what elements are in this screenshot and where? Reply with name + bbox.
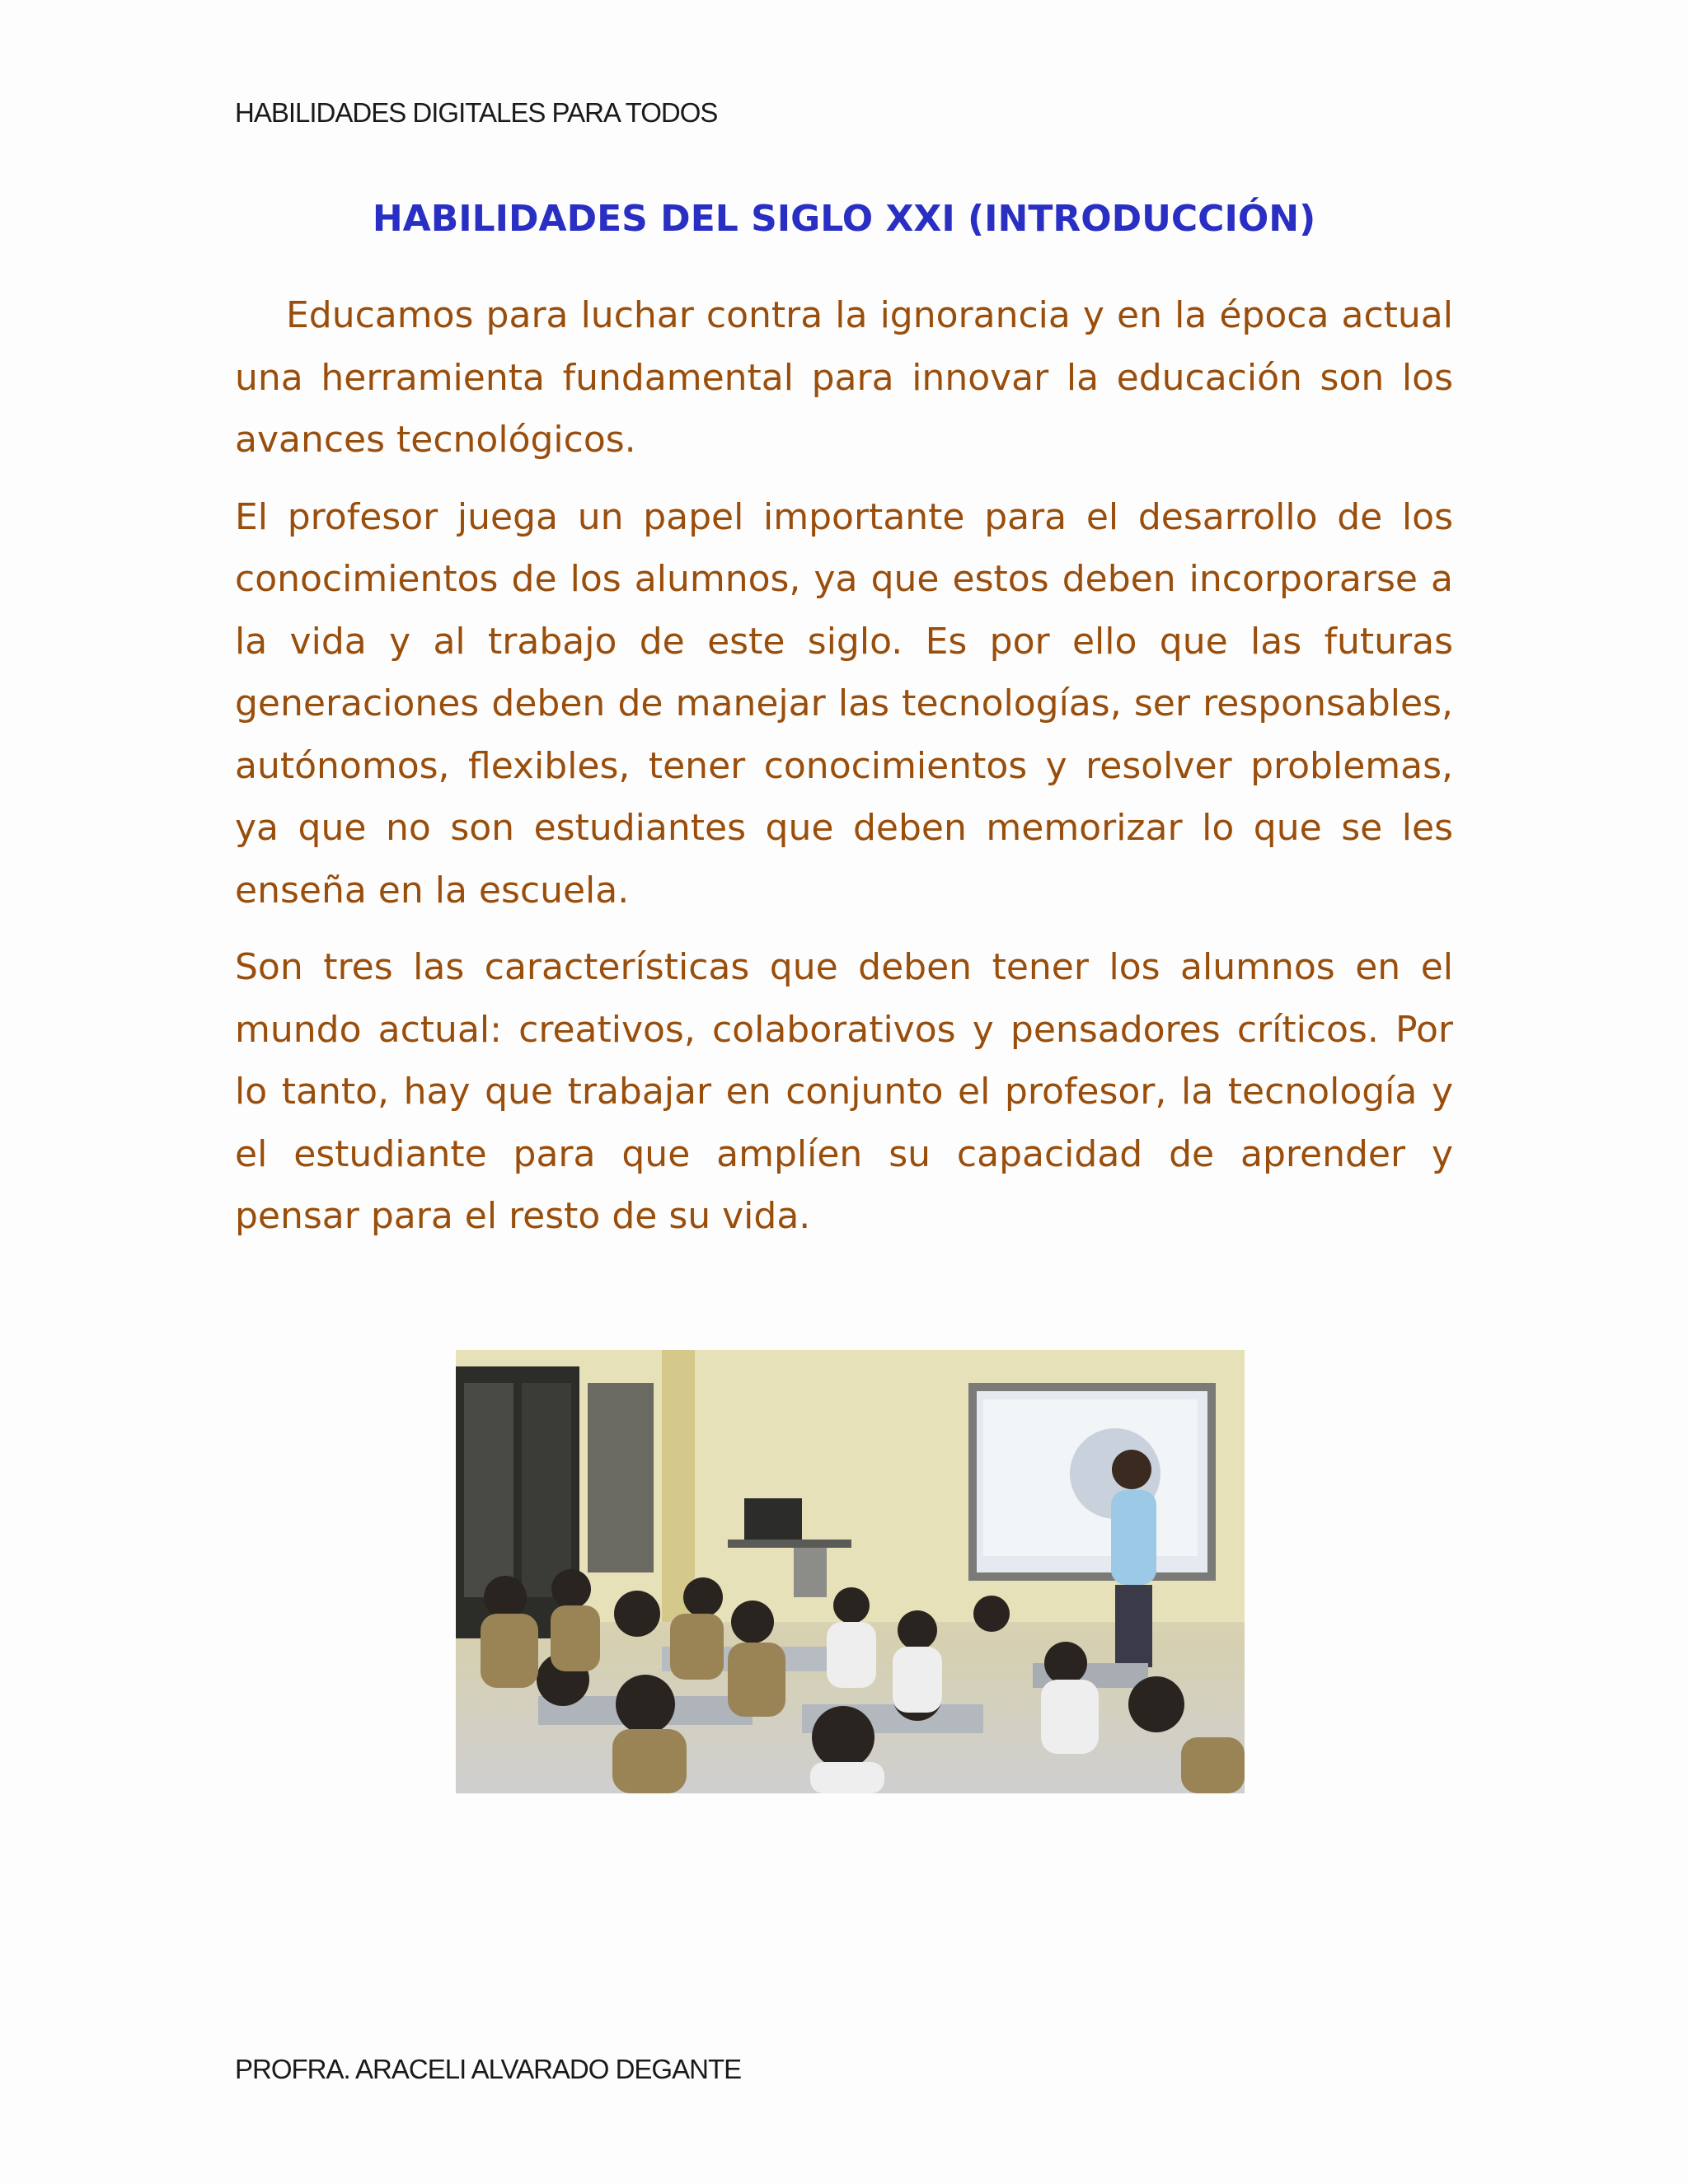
paragraph-3: Son tres las características que deben tener los alumnos en el mundo actual: creativos, colaborativos y pensadores críticos. Por lo tanto, hay que trabajar en conjunto el profesor, la tecnología y el estudiante para que amplíen su capacidad de aprender y pensar para el resto de su vida. [235, 946, 1453, 1237]
page-title: HABILIDADES DEL SIGLO XXI (INTRODUCCIÓN) [372, 198, 1316, 240]
paragraph-2: El profesor juega un papel importante para el desarrollo de los conocimientos de los alumnos, ya que estos deben incorporarse a la vida y al trabajo de este siglo. Es por ello que las futuras generaciones deben de manejar las tecnologías, ser responsables, autónomos, flexibles, tener conocimientos y resolver problemas, ya que no son estudiantes que deben memorizar lo que se les enseña en la escuela. [235, 495, 1453, 912]
page-footer: PROFRA. ARACELI ALVARADO DEGANTE [235, 2054, 742, 2084]
body-text [235, 284, 1453, 1263]
paragraph-1: Educamos para luchar contra la ignorancia y en la época actual una herramienta fundamental para innovar la educación son los avances tecnológicos. [235, 294, 1453, 461]
page-header: HABILIDADES DIGITALES PARA TODOS [235, 97, 718, 128]
classroom-photo [456, 1350, 1245, 1793]
